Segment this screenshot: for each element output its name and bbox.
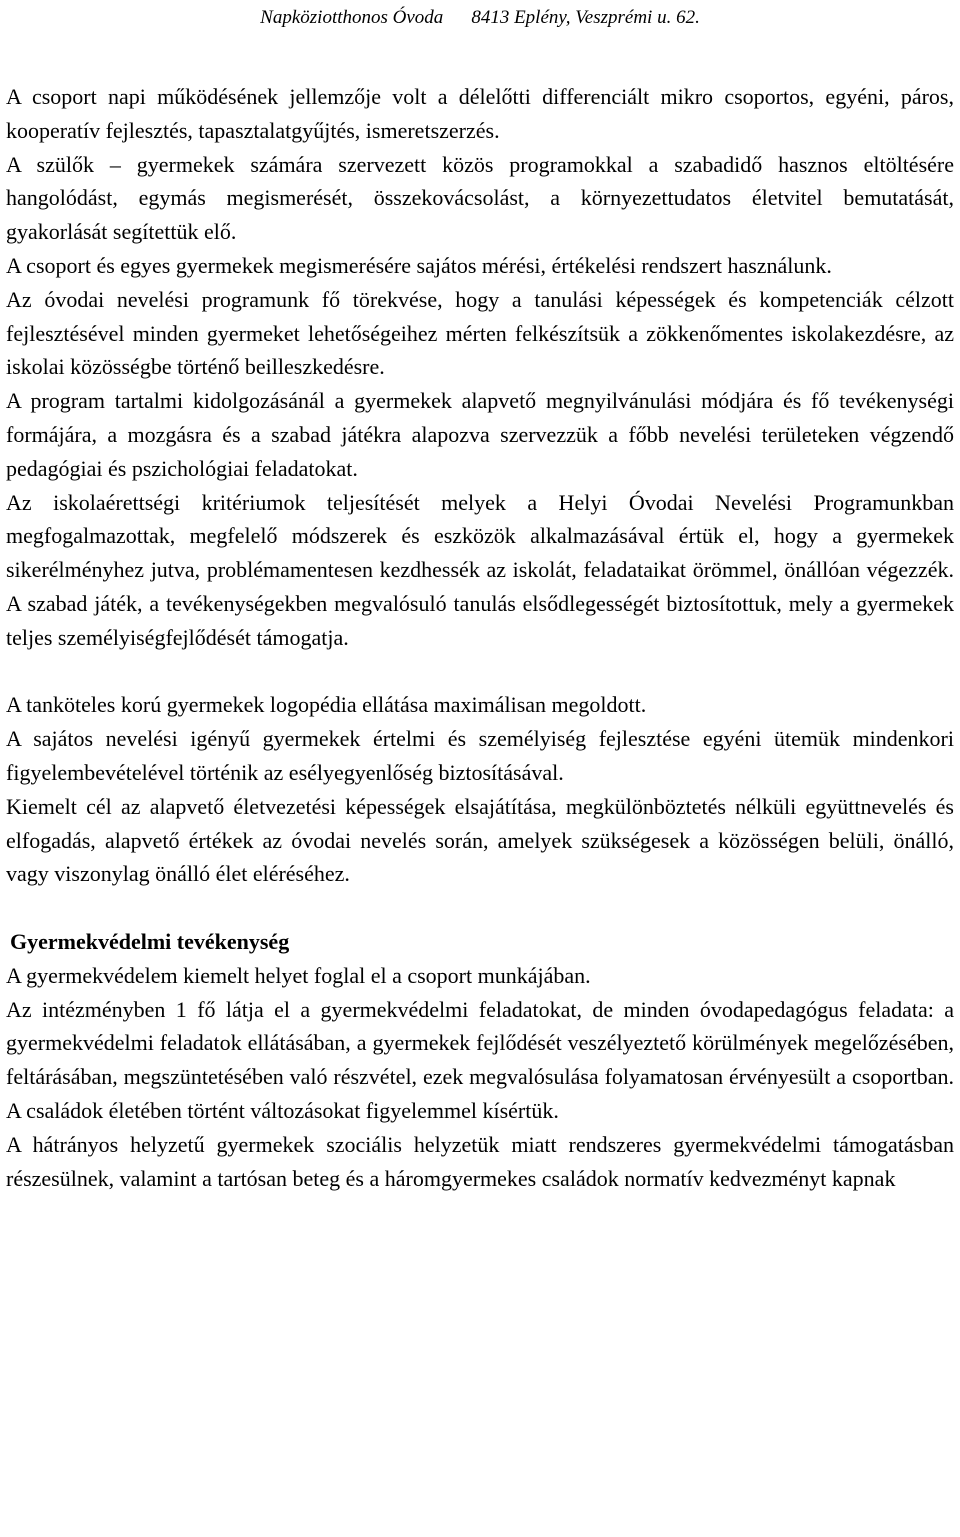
paragraph: Az iskolaérettségi kritériumok teljesítését melyek a Helyi Óvodai Nevelési Programunkban megfogalmazottak, megfelelő módszerek és eszközök alkalmazásával értük el, hogy a gyermekek sikerélményhez jutva, problémamentesen kezdhessék az iskolát, feladataikat örömmel, önállóan végezzék. A szabad játék, a tevékenységekben megvalósuló tanulás elsődlegességét biztosítottuk, mely a gyermekek teljes személyiségfejlődését támogatja. [6,489,954,650]
paragraph: A hátrányos helyzetű gyermekek szociális helyzetük miatt rendszeres gyermekvédelmi támogatásban részesülnek, valamint a tartósan beteg és a háromgyermekes családok normatív kedvezményt kapnak [6,1131,954,1191]
paragraph: Kiemelt cél az alapvető életvezetési képességek elsajátítása, megkülönböztetés nélküli együttnevelés és elfogadás, alapvető értékek az óvodai nevelés során, amelyek szükségesek a közösségen belüli, önálló, vagy viszonylag önálló élet eléréséhez. [6,793,954,887]
header-address: 8413 Eplény, Veszprémi u. 62. [471,7,700,28]
paragraph: A csoport és egyes gyermekek megismerésére sajátos mérési, értékelési rendszert használunk. [6,252,832,278]
blank-line [6,891,954,925]
paragraph: Az intézményben 1 fő látja el a gyermekvédelmi feladatokat, de minden óvodapedagógus feladata: a gyermekvédelmi feladatok ellátásában, a gyermekek fejlődését veszélyeztető körülmények megelőzésében, feltárásában, megszüntetésében való részvétel, ezek megvalósulása folyamatosan érvényesült a csoportban. A családok életében történt változásokat figyelemmel kísértük. [6,996,954,1123]
paragraph: A szülők – gyermekek számára szervezett közös programokkal a szabadidő hasznos eltöltésére hangolódást, egymás megismerését, összekovácsolást, a környezettudatos életvitel bemutatását, gyakorlását segítettük elő. [6,151,954,245]
section-heading: Gyermekvédelmi tevékenység [10,928,290,954]
paragraph: Az óvodai nevelési programunk fő törekvése, hogy a tanulási képességek és kompetenciák célzott fejlesztésével minden gyermeket lehetőségeihez mérten felkészítsük a zökkenőmentes iskolakezdésre, az iskolai közösségbe történő beilleszkedésre. [6,286,954,380]
header-institution: Napköziotthonos Óvoda [260,7,444,28]
blank-line [6,655,954,689]
paragraph: A tanköteles korú gyermekek logopédia ellátása maximálisan megoldott. [6,692,647,718]
paragraph: A csoport napi működésének jellemzője volt a délelőtti differenciált mikro csoportos, egyéni, páros, kooperatív fejlesztés, tapasztalatgyűjtés, ismeretszerzés. [6,84,954,143]
paragraph: A program tartalmi kidolgozásánál a gyermekek alapvető megnyilvánulási módjára és fő tevékenységi formájára, a mozgásra és a szabad játékra alapozva szervezzük a főbb nevelési területeken végzendő pedagógiai és pszichológiai feladatokat. [6,388,954,481]
paragraph: A sajátos nevelési igényű gyermekek értelmi és személyiség fejlesztése egyéni ütemük mindenkori figyelembevételével történik az esélyegyenlőség biztosításával. [6,726,954,785]
paragraph: A gyermekvédelem kiemelt helyet foglal el a csoport munkájában. [6,962,591,988]
page-header [0,6,960,30]
document-body [6,80,954,1195]
